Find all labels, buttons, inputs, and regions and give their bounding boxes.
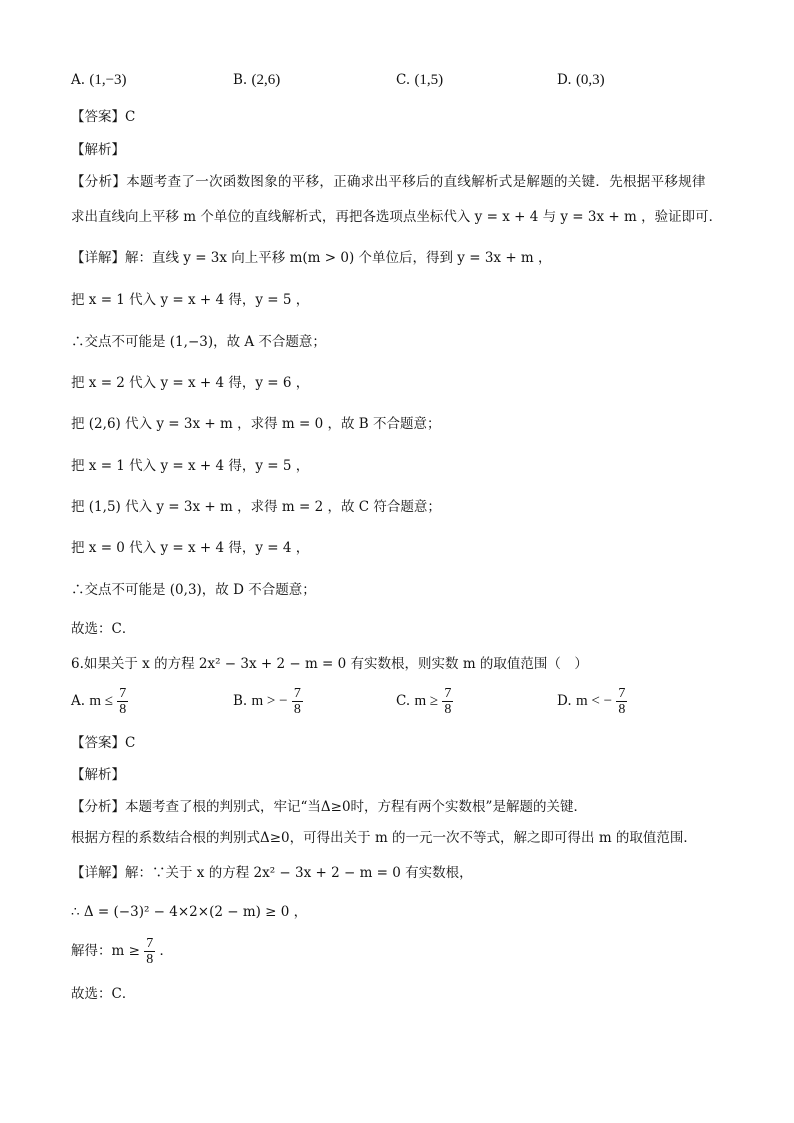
q5-detail-line-7: 把 (1,5) 代入 y = 3x + m ，求得 m = 2 ，故 C 符合题意；: [71, 499, 441, 515]
fraction: [292, 686, 303, 717]
q5-detail-line-3: ∴交点不可能是 (1,−3)，故 A 不合题意；: [71, 334, 326, 350]
q5-detail-line-2: 把 x = 1 代入 y = x + 4 得，y = 5 ，: [71, 292, 310, 308]
q5-detail-line-4: 把 x = 2 代入 y = x + 4 得，y = 6 ，: [71, 375, 310, 391]
fraction-denominator: 8: [444, 702, 452, 717]
fraction: [616, 686, 627, 717]
fraction-numerator: 7: [444, 686, 452, 701]
q6-option-d: [557, 686, 627, 717]
option-value: (2,6): [251, 72, 281, 88]
q6-answer: 【答案】C: [71, 735, 136, 751]
q6-analysis-line-1: 【分析】本题考查了根的判别式，牢记“当Δ≥0时，方程有两个实数根”是解题的关键．: [71, 799, 587, 815]
q6-question: 6.如果关于 x 的方程 2x² − 3x + 2 − m = 0 有实数根，则实数 m 的取值范围（ ）: [71, 656, 588, 672]
q5-detail-line-10: 故选：C．: [71, 621, 136, 637]
q5-jiexi-heading: 【解析】: [71, 142, 125, 158]
q6-detail-line-1: 【详解】解：∵关于 x 的方程 2x² − 3x + 2 − m = 0 有实数根，: [71, 865, 473, 881]
option-value: (0,3): [575, 72, 605, 88]
q5-detail-line-1: 【详解】解：直线 y = 3x 向上平移 m(m > 0) 个单位后，得到 y = 3x + m ，: [71, 250, 552, 266]
q5-detail-line-6: 把 x = 1 代入 y = x + 4 得，y = 5 ，: [71, 458, 310, 474]
fraction: [144, 936, 155, 967]
option-letter: C.: [396, 693, 411, 709]
fraction-numerator: 7: [618, 686, 626, 701]
q6-detail-line-2: ∴ Δ = (−3)² − 4×2×(2 − m) ≥ 0 ，: [71, 904, 308, 920]
q6-detail-line-3: [71, 936, 173, 967]
option-letter: A.: [71, 693, 86, 709]
q5-option-d: [557, 72, 605, 89]
q6-detail-line-4: 故选：C．: [71, 986, 136, 1002]
solution-prefix: 解得：m ≥: [71, 943, 140, 959]
fraction-denominator: 8: [119, 702, 127, 717]
option-prefix: m < −: [575, 693, 613, 709]
fraction-denominator: 8: [146, 952, 154, 967]
q5-analysis-line-2: 求出直线向上平移 m 个单位的直线解析式，再把各选项点坐标代入 y = x + 4 与 y = 3x + m ，验证即可．: [71, 209, 723, 225]
q5-option-b: [233, 72, 280, 89]
q5-detail-line-8: 把 x = 0 代入 y = x + 4 得，y = 4 ，: [71, 540, 310, 556]
q6-jiexi-heading: 【解析】: [71, 767, 125, 783]
option-prefix: m > −: [251, 693, 288, 709]
q5-detail-line-9: ∴交点不可能是 (0,3)，故 D 不合题意；: [71, 582, 316, 598]
fraction-numerator: 7: [293, 686, 301, 701]
q5-analysis-line-1: 【分析】本题考查了一次函数图象的平移，正确求出平移后的直线解析式是解题的关键．先根据平移规律: [71, 174, 706, 190]
option-prefix: m ≤: [89, 693, 113, 709]
fraction-denominator: 8: [293, 702, 301, 717]
q6-analysis-line-2: 根据方程的系数结合根的判别式Δ≥0，可得出关于 m 的一元一次不等式，解之即可得出 m 的取值范围．: [71, 830, 697, 846]
option-prefix: m ≥: [414, 693, 439, 709]
fraction: [117, 686, 128, 717]
q6-option-b: [233, 686, 303, 717]
fraction: [442, 686, 453, 717]
q6-option-a: [71, 686, 128, 717]
option-letter: B.: [233, 693, 248, 709]
q5-option-a: [71, 72, 127, 89]
q5-answer: 【答案】C: [71, 109, 136, 125]
option-letter: C.: [396, 72, 411, 88]
q6-option-c: [396, 686, 453, 717]
fraction-numerator: 7: [119, 686, 127, 701]
option-letter: B.: [233, 72, 248, 88]
option-letter: D.: [557, 72, 572, 88]
option-letter: A.: [71, 72, 86, 88]
fraction-denominator: 8: [618, 702, 626, 717]
fraction-numerator: 7: [146, 936, 154, 951]
solution-suffix: ．: [159, 943, 173, 959]
option-value: (1,−3): [89, 72, 127, 88]
q5-detail-line-5: 把 (2,6) 代入 y = 3x + m ，求得 m = 0 ，故 B 不合题意；: [71, 416, 441, 432]
option-letter: D.: [557, 693, 572, 709]
option-value: (1,5): [414, 72, 444, 88]
q5-option-c: [396, 72, 443, 89]
